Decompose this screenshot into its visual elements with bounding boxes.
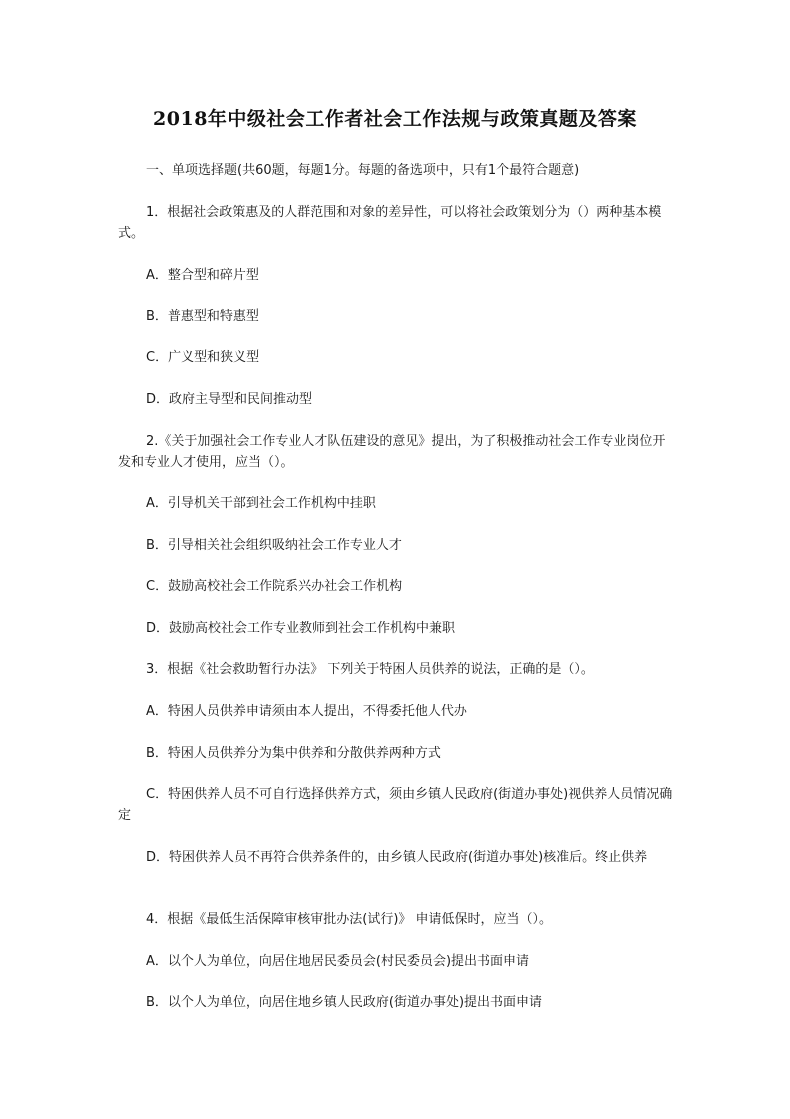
question-stem: 2.《关于加强社会工作专业人才队伍建设的意见》提出，为了积极推动社会工作专业岗位开发和专业人才使用，应当（）。 [118,434,666,470]
question-stem: 4．根据《最低生活保障审核审批办法(试行)》 申请低保时，应当（）。 [146,912,553,927]
section-heading: 一、单项选择题(共60题，每题1分。每题的备选项中，只有1个最符合题意) [146,163,580,178]
option-text: B．引导相关社会组织吸纳社会工作专业人才 [146,538,402,553]
option-text: C．广义型和狭义型 [146,350,260,365]
question-stem: 3．根据《社会救助暂行办法》 下列关于特困人员供养的说法，正确的是（）。 [146,662,594,677]
option-text: A．整合型和碎片型 [146,268,259,283]
option-text: D．政府主导型和民间推动型 [146,392,313,407]
option-text: A．以个人为单位，向居住地居民委员会(村民委员会)提出书面申请 [146,954,530,969]
option-text: D．鼓励高校社会工作专业教师到社会工作机构中兼职 [146,621,456,636]
option-text: D．特困供养人员不再符合供养条件的，由乡镇人民政府(街道办事处)核准后。终止供养 [146,850,648,865]
option-text: B．普惠型和特惠型 [146,309,259,324]
option-text: C．特困供养人员不可自行选择供养方式，须由乡镇人民政府(街道办事处)视供养人员情况确定 [118,787,673,823]
option-text: A．引导机关干部到社会工作机构中挂职 [146,496,376,511]
option-text: A．特困人员供养申请须由本人提出，不得委托他人代办 [146,704,467,719]
question-stem: 1．根据社会政策惠及的人群范围和对象的差异性，可以将社会政策划分为（）两种基本模式。 [118,205,662,241]
option-text: C．鼓励高校社会工作院系兴办社会工作机构 [146,579,403,594]
option-text: B．特困人员供养分为集中供养和分散供养两种方式 [146,746,441,761]
option-text: B．以个人为单位，向居住地乡镇人民政府(街道办事处)提出书面申请 [146,995,543,1010]
document-title: 2018年中级社会工作者社会工作法规与政策真题及答案 [153,108,637,130]
